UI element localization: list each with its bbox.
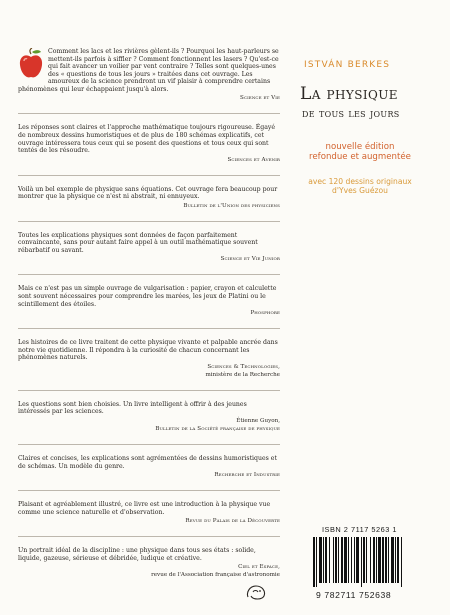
review-text: Plaisant et agréablement illustré, ce livre est une introduction à la physique vue comme une science naturelle et d'observation.	[18, 501, 271, 516]
review-source: Science et Vie Junior	[220, 256, 280, 263]
divider	[18, 221, 280, 222]
barcode-bar	[395, 537, 396, 583]
barcode-bar	[313, 537, 315, 587]
barcode-bar	[401, 537, 402, 587]
illustrations-note	[290, 177, 430, 196]
review-source: Bulletin de l'Union des physiciens	[183, 202, 280, 209]
review-3	[18, 186, 280, 209]
title-block	[290, 60, 440, 196]
barcode-bar	[388, 537, 389, 583]
barcode-number: 9 782711 752638	[316, 590, 392, 600]
review-text: Mais ce n'est pas un simple ouvrage de vulgarisation : papier, crayon et calculette sont souvent nécessaires pour comprendre les marées, les jeux de Platini ou le scintillement des étoiles.	[18, 285, 277, 308]
reviews-column	[18, 48, 280, 590]
barcode-bar	[370, 537, 371, 583]
divider	[18, 490, 280, 491]
barcode-bar	[348, 537, 349, 583]
barcode-bar	[361, 537, 362, 587]
review-text: Voilà un bel exemple de physique sans équations. Cet ouvrage fera beaucoup pour montrer que la physique ce n'est ni abstrait, ni ennuyeux.	[18, 185, 278, 201]
barcode-bar	[382, 537, 384, 583]
review-text: Les réponses sont claires et l'approche mathématique toujours rigoureuse. Égayé de nombreux dessins humoristiques et de plus de 180 schémas explicatifs, cet ouvrage intéressera tous ceux qui se posent des questions et tous ceux qui sont tentés de les résoudre.	[18, 124, 276, 155]
divider	[18, 175, 280, 176]
review-source: Recherche et Industrie	[214, 472, 280, 479]
divider	[18, 390, 280, 391]
barcode-bar	[323, 537, 324, 583]
review-source-detail: Bulletin de la Société française de physique	[155, 425, 280, 432]
divider	[18, 113, 280, 114]
barcode-bar	[335, 537, 337, 583]
barcode-bar	[333, 537, 334, 583]
review-text: Comment les lacs et les rivières gèlent-ils ? Pourquoi les haut-parleurs se mettent-ils parfois à siffler ? Comment fonctionnent les lasers ? Qu'est-ce qui fait avancer un voilier par vent contraire ? Telles sont quelques-unes des « questions de tous les jours » traitées dans cet ouvrage. Les amoureux de la science prendront un vif plaisir à comprendre certains phénomènes qui leur échappaient jusqu'à alors.	[18, 48, 279, 93]
barcode-bar	[338, 537, 339, 583]
barcode-bar	[397, 537, 399, 583]
barcode-bar	[385, 537, 387, 583]
author-name: ISTVÁN BERKES	[304, 60, 391, 70]
barcode-bar	[391, 537, 394, 583]
review-6	[18, 339, 280, 378]
review-10	[18, 547, 280, 578]
dessins-line2: d'Yves Guézou	[332, 186, 388, 196]
divider	[18, 536, 280, 537]
barcode-bar	[344, 537, 347, 583]
review-text: Les histoires de ce livre traitent de cette physique vivante et palpable ancrée dans notre vie quotidienne. Il répondra à la curiosité de chacun concernant les phénomènes naturels.	[18, 339, 278, 362]
review-4	[18, 232, 280, 263]
edition-note	[290, 142, 430, 163]
barcode-bar	[366, 537, 367, 583]
review-source: Sciences & Technologies,	[207, 363, 280, 370]
review-8	[18, 455, 280, 478]
divider	[18, 274, 280, 275]
barcode-bar	[378, 537, 381, 583]
review-source-detail: ministère de la Recherche	[205, 371, 280, 378]
barcode-bar	[316, 537, 317, 587]
edition-line1: nouvelle édition	[325, 142, 395, 152]
barcode-bar	[356, 537, 359, 583]
review-text: Claires et concises, les explications sont agrémentées de dessins humoristiques et de schémas. Un modèle du genre.	[18, 454, 277, 470]
apple-icon	[18, 48, 44, 80]
review-text: Les questions sont bien choisies. Un livre intelligent à offrir à des jeunes intéressés par les sciences.	[18, 400, 247, 416]
review-source: Revue du Palais de la Découverte	[185, 518, 280, 525]
barcode	[312, 537, 430, 587]
review-source: Ciel et Espace,	[238, 564, 280, 571]
barcode-bar	[363, 537, 365, 583]
book-title-line1: La physique	[300, 84, 398, 104]
dessins-line1: avec 120 dessins originaux	[308, 176, 412, 186]
edition-line2: refondue et augmentée	[309, 152, 411, 163]
review-source: Science et Vie	[240, 95, 280, 102]
barcode-bar	[351, 537, 352, 583]
review-source: Étienne Guyon,	[236, 417, 280, 424]
barcode-bar	[325, 537, 327, 583]
isbn: ISBN 2 7117 5263 1	[322, 525, 398, 534]
barcode-bar	[373, 537, 375, 583]
review-2	[18, 124, 280, 162]
barcode-bar	[329, 537, 330, 583]
review-source: Phosphore	[250, 310, 280, 317]
review-7	[18, 401, 280, 432]
review-5	[18, 285, 280, 316]
review-text: Un portrait idéal de la discipline : une physique dans tous ses états : solide, liquide, gazeuse, sérieuse et débridée, ludique et créative.	[18, 547, 256, 562]
divider	[18, 444, 280, 445]
review-source: Sciences et Avenir	[227, 156, 280, 163]
barcode-bar	[376, 537, 377, 583]
review-9	[18, 501, 280, 524]
review-text: Toutes les explications physiques sont données de façon parfaitement convaincante, sans pour autant faire appel à un outil mathématique souvent rébarbatif ou savant.	[18, 231, 258, 254]
barcode-bar	[341, 537, 343, 583]
publisher-logo-icon	[245, 583, 267, 601]
divider	[18, 328, 280, 329]
review-1	[18, 48, 280, 101]
review-source-detail: revue de l'Association française d'astronomie	[151, 572, 280, 579]
book-title-line2: de tous les jours	[302, 106, 400, 120]
barcode-bar	[354, 537, 355, 583]
barcode-bar	[319, 537, 322, 583]
